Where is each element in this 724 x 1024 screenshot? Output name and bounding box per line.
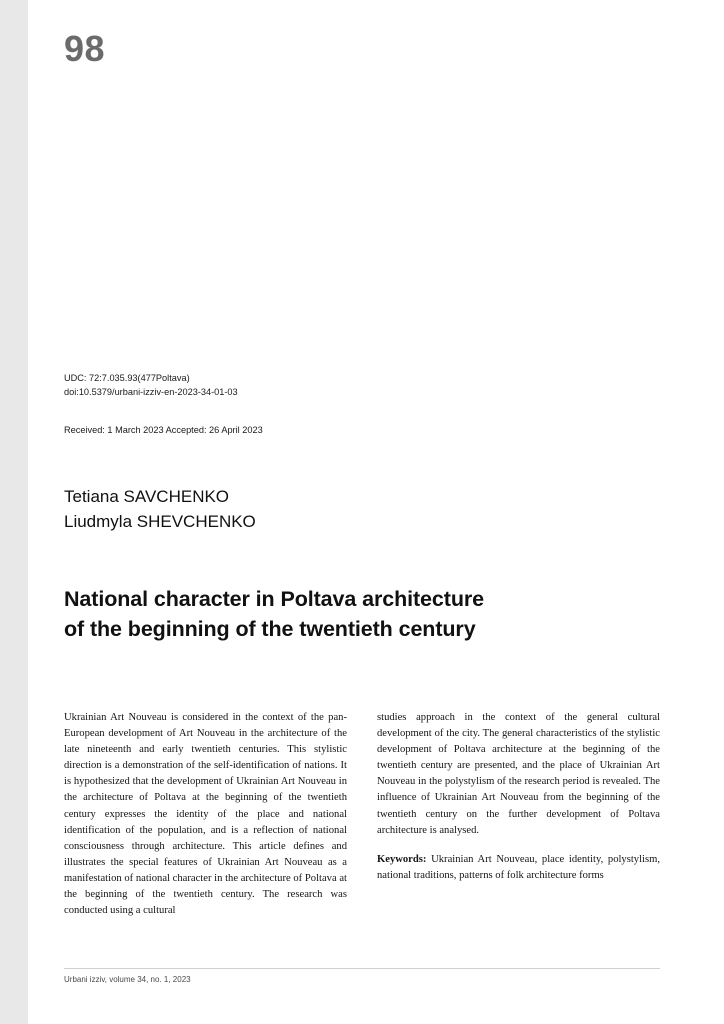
page-gutter-bar [0, 0, 28, 1024]
received-date: Received: 1 March 2023 [64, 425, 164, 435]
udc-line: UDC: 72:7.035.93(477Poltava) [64, 373, 190, 383]
identifier-block [64, 371, 464, 400]
title-line-1: National character in Poltava architecture [64, 587, 484, 611]
doi-line: doi:10.5379/urbani-izziv-en-2023-34-01-03 [64, 387, 238, 398]
title-line-2: of the beginning of the twentieth century [64, 616, 476, 641]
abstract-text-right: studies approach in the context of the general cultural development of the city. The general characteristics of the stylistic development of Poltava architecture at the beginning of the twentieth century are presented, and the place of Ukrainian Art Nouveau in the polystylism of the research period is revealed. The influence of Ukrainian Art Nouveau from the beginning of the twentieth century on the further development of Poltava architecture is analysed. [377, 712, 660, 836]
keywords-paragraph [377, 852, 660, 884]
page-content [64, 0, 660, 1024]
abstract-column-right [377, 710, 660, 919]
author-list [64, 485, 484, 534]
author-2: Liudmyla SHEVCHENKO [64, 511, 256, 531]
footer-divider [64, 968, 660, 969]
author-1: Tetiana SAVCHENKO [64, 487, 230, 506]
keywords-label: Keywords: [377, 853, 427, 865]
abstract-section [64, 710, 660, 919]
page-title [64, 585, 604, 644]
dates-block [64, 423, 464, 438]
keywords-text: Ukrainian Art Nouveau, place identity, polystylism, national traditions, patterns of folk architecture forms [377, 853, 660, 881]
abstract-column-left [64, 710, 347, 919]
page-footer: Urbani izziv, volume 34, no. 1, 2023 [64, 975, 191, 984]
abstract-text-left: Ukrainian Art Nouveau is considered in the context of the pan-European development of Art Nouveau in the architecture of the late nineteenth and early twentieth centuries. This stylistic direction is a demonstration of the self-identification of nations. It is hypothesized that the development of Ukrainian Art Nouveau in the architecture of Poltava at the beginning of the twentieth century expresses the identity of the place and national identification of the population, and is a reflection of national consciousness through architecture. This article defines and illustrates the special features of Ukrainian Art Nouveau as a manifestation of national character in the architecture of Poltava at the beginning of the twentieth century. The research was conducted using a cultural [64, 712, 347, 917]
page-number: 98 [64, 28, 106, 69]
accepted-date: Accepted: 26 April 2023 [165, 425, 263, 435]
